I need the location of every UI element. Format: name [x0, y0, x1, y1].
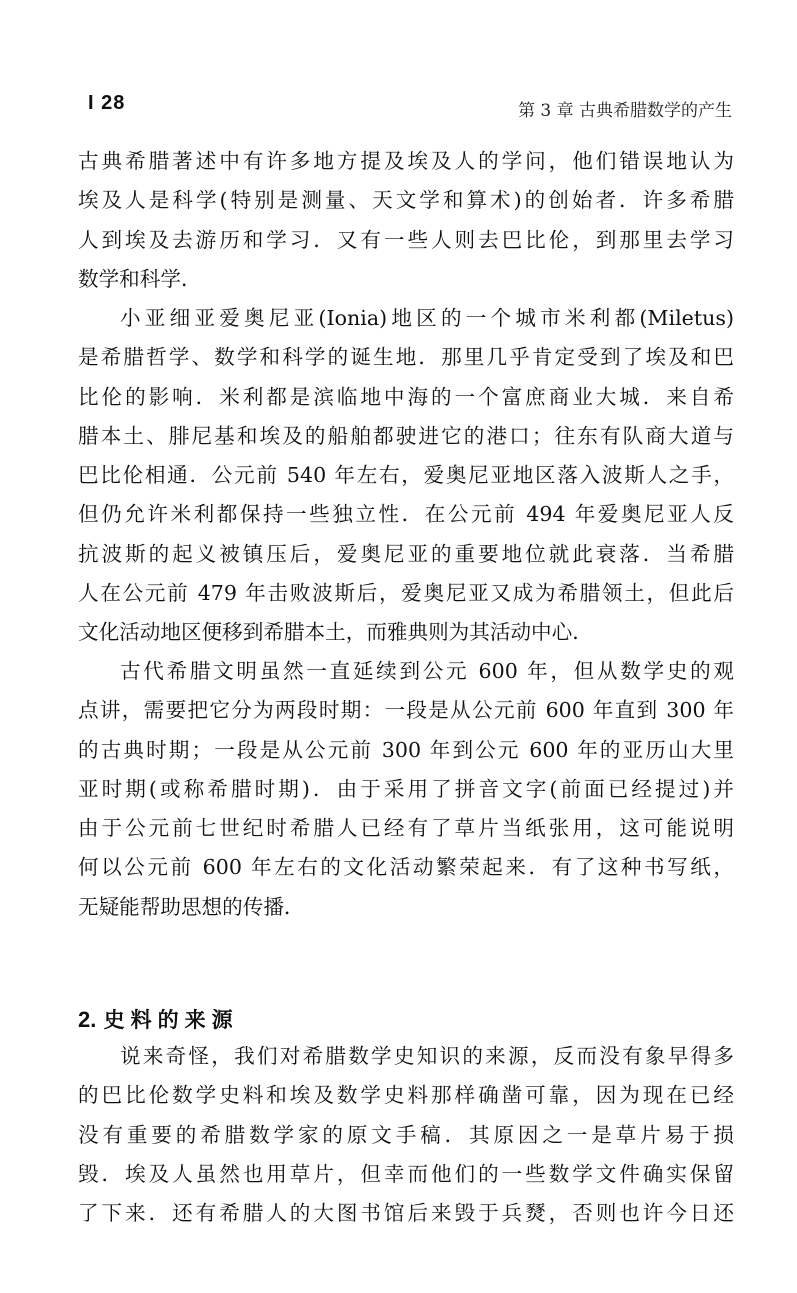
- text-line: 无疑能帮助思想的传播．: [78, 894, 305, 919]
- text-line: 人到埃及去游历和学习．又有一些人则去巴比伦，到那里去学习: [78, 227, 734, 252]
- text-line: 毁．埃及人虽然也用草片，但幸而他们的一些数学文件确实保留: [78, 1161, 734, 1186]
- text-line: 了下来．还有希腊人的大图书馆后来毁于兵燹，否则也许今日还: [78, 1201, 734, 1226]
- section-heading: [78, 1000, 239, 1040]
- section-title: 史料的来源: [103, 1007, 239, 1032]
- text-line: 但仍允许米利都保持一些独立性．在公元前 494 年爱奥尼亚人反: [78, 502, 734, 527]
- running-head: [88, 92, 732, 122]
- text-line: 由于公元前七世纪时希腊人已经有了草片当纸张用，这可能说明: [78, 816, 734, 841]
- paragraph-4: [78, 1037, 734, 1233]
- text-line: 比伦的影响．米利都是滨临地中海的一个富庶商业大城．来自希: [78, 384, 734, 409]
- text-line: 是希腊哲学、数学和科学的诞生地．那里几乎肯定受到了埃及和巴: [78, 345, 734, 370]
- text-line: 点讲，需要把它分为两段时期：一段是从公元前 600 年直到 300 年: [78, 698, 734, 723]
- text-line: 文化活动地区便移到希腊本土，而雅典则为其活动中心．: [78, 620, 593, 645]
- paragraph-2: [78, 299, 734, 653]
- text-line: 的巴比伦数学史料和埃及数学史料那样确凿可靠，因为现在已经: [78, 1083, 734, 1108]
- text-line: 说来奇怪，我们对希腊数学史知识的来源，反而没有象早得多: [120, 1044, 734, 1068]
- text-line: 何以公元前 600 年左右的文化活动繁荣起来．有了这种书写纸，: [78, 855, 734, 880]
- paragraph-3: [78, 652, 734, 927]
- paragraph-1: [78, 142, 734, 299]
- text-line: 小亚细亚爱奥尼亚(Ionia)地区的一个城市米利都(Miletus): [120, 306, 734, 330]
- text-line: 亚时期(或称希腊时期)．由于采用了拼音文字(前面已经提过)并: [78, 776, 734, 801]
- page-number: I 28: [88, 92, 126, 114]
- text-line: 巴比伦相通．公元前 540 年左右，爱奥尼亚地区落入波斯人之手，: [78, 463, 734, 488]
- text-line: 人在公元前 479 年击败波斯后，爱奥尼亚又成为希腊领土，但此后: [78, 581, 734, 606]
- section-number: 2.: [78, 1007, 97, 1032]
- text-line: 抗波斯的起义被镇压后，爱奥尼亚的重要地位就此衰落．当希腊: [78, 541, 734, 566]
- text-line: 古代希腊文明虽然一直延续到公元 600 年，但从数学史的观: [120, 659, 734, 683]
- chapter-title: 第 3 章 古典希腊数学的产生: [517, 101, 732, 121]
- text-line: 数学和科学．: [78, 266, 202, 291]
- text-line: 的古典时期；一段是从公元前 300 年到公元 600 年的亚历山大里: [78, 737, 734, 762]
- text-line: 古典希腊著述中有许多地方提及埃及人的学问，他们错误地认为: [78, 149, 734, 173]
- text-line: 埃及人是科学(特别是测量、天文学和算术)的创始者．许多希腊: [78, 188, 734, 213]
- text-line: 腊本土、腓尼基和埃及的船舶都驶进它的港口；往东有队商大道与: [78, 423, 734, 448]
- text-line: 没有重要的希腊数学家的原文手稿．其原因之一是草片易于损: [78, 1122, 734, 1147]
